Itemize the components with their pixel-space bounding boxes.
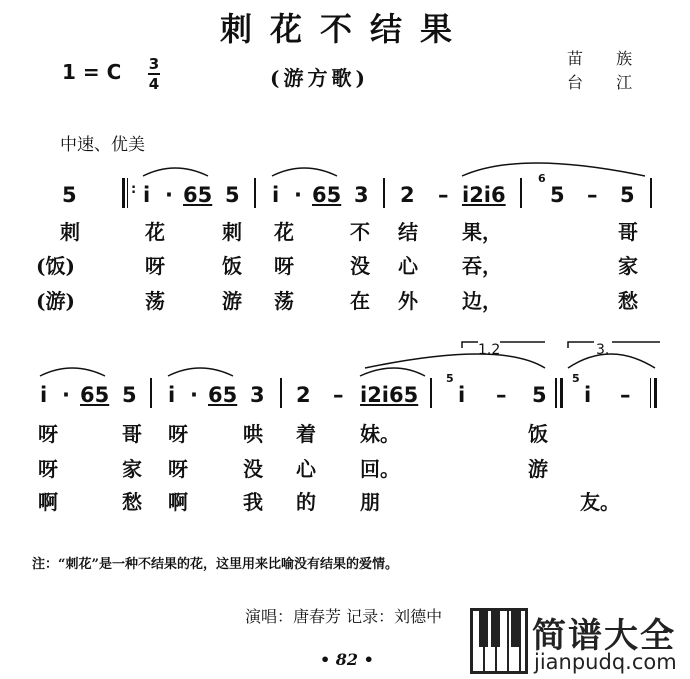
note: –	[438, 183, 449, 207]
note: 5	[62, 183, 77, 207]
lyric: 荡	[145, 289, 165, 313]
lyric: 哥	[618, 220, 638, 244]
key-signature: 1 = C	[62, 60, 122, 84]
volta-1-2: 1.2	[478, 342, 501, 358]
note: –	[333, 383, 344, 407]
lyric: 哄	[243, 422, 263, 446]
lyric: 没	[350, 254, 370, 278]
tempo-marking: 中速、优美	[60, 135, 145, 155]
lyric: 荡	[274, 289, 294, 313]
lyric: 花	[274, 220, 294, 244]
lyric: 结	[398, 220, 418, 244]
note: 65	[208, 383, 238, 407]
lyric: 家	[122, 457, 142, 481]
song-title: 刺花不结果	[219, 10, 470, 48]
lyric: 刺	[60, 220, 80, 244]
grace-note: 6	[538, 172, 546, 185]
note: ·	[165, 183, 173, 207]
note: i	[272, 183, 280, 207]
lyric: 回。	[360, 457, 400, 481]
note: i	[143, 183, 151, 207]
note: 2	[296, 383, 311, 407]
lyric: 呀	[38, 457, 58, 481]
lyric: 饭	[528, 422, 548, 446]
note: i	[40, 383, 48, 407]
lyric: 花	[145, 220, 165, 244]
lyric: 没	[243, 457, 263, 481]
note: i	[168, 383, 176, 407]
lyric: 在	[350, 289, 370, 313]
song-subtitle: (游方歌)	[270, 66, 369, 90]
lyric: 呀	[38, 422, 58, 446]
lyric: 妹。	[360, 422, 400, 446]
meter-bottom: 4	[148, 75, 160, 93]
note: 5	[122, 383, 137, 407]
note: –	[587, 183, 598, 207]
lyric: 游	[528, 457, 548, 481]
note: 65	[80, 383, 110, 407]
lyric: 我	[243, 490, 263, 514]
note: i2i65	[360, 383, 419, 407]
note: i	[458, 383, 466, 407]
note: i	[584, 383, 592, 407]
lyric: 心	[398, 254, 418, 278]
site-logo	[470, 608, 688, 676]
logo-url: jianpudq.com	[534, 650, 677, 674]
lyric: 不	[350, 220, 370, 244]
origin-ethnicity: 苗 族	[567, 49, 647, 68]
note: 65	[312, 183, 342, 207]
lyric: 刺	[222, 220, 242, 244]
origin-region: 台 江	[567, 73, 647, 92]
lyric: 的	[296, 490, 316, 514]
note: i2i6	[462, 183, 506, 207]
lyric: 愁	[618, 289, 638, 313]
note: 65	[183, 183, 213, 207]
lyric: 游	[222, 289, 242, 313]
note: 2	[400, 183, 415, 207]
lyric: 吞，	[462, 254, 502, 278]
lyric: (游)	[36, 289, 75, 313]
note: 5	[550, 183, 565, 207]
lyric: 外	[398, 289, 418, 313]
lyric: 呀	[274, 254, 294, 278]
note: ·	[62, 383, 70, 407]
lyric: 朋	[360, 490, 380, 514]
credits: 演唱：唐春芳 记录：刘德中	[245, 607, 443, 626]
lyric: 友。	[580, 490, 620, 514]
piano-icon	[470, 608, 528, 674]
lyric: 啊	[168, 490, 188, 514]
lyric: (饭)	[36, 254, 75, 278]
lyric: 心	[296, 457, 316, 481]
note: 5	[225, 183, 240, 207]
lyric: 啊	[38, 490, 58, 514]
volta-3: 3.	[596, 342, 610, 358]
note: 3	[354, 183, 369, 207]
meter-top: 3	[148, 55, 160, 73]
note: ·	[190, 383, 198, 407]
note: 5	[532, 383, 547, 407]
logo-name: 简谱大全	[532, 616, 676, 656]
lyric: 愁	[122, 490, 142, 514]
lyric: 饭	[222, 254, 242, 278]
lyric: 着	[296, 422, 316, 446]
grace-note: 5	[572, 372, 580, 385]
lyric: 呀	[168, 457, 188, 481]
page-number: • 82 •	[320, 650, 374, 669]
footnote: 注：“刺花”是一种不结果的花，这里用来比喻没有结果的爱情。	[32, 557, 398, 572]
lyric: 果，	[462, 220, 502, 244]
grace-note: 5	[446, 372, 454, 385]
note: –	[496, 383, 507, 407]
lyric: 呀	[168, 422, 188, 446]
note: ·	[294, 183, 302, 207]
lyric: 哥	[122, 422, 142, 446]
lyric: 呀	[145, 254, 165, 278]
note: 3	[250, 383, 265, 407]
lyric: 边，	[462, 289, 502, 313]
note: 5	[620, 183, 635, 207]
note: –	[620, 383, 631, 407]
lyric: 家	[618, 254, 638, 278]
